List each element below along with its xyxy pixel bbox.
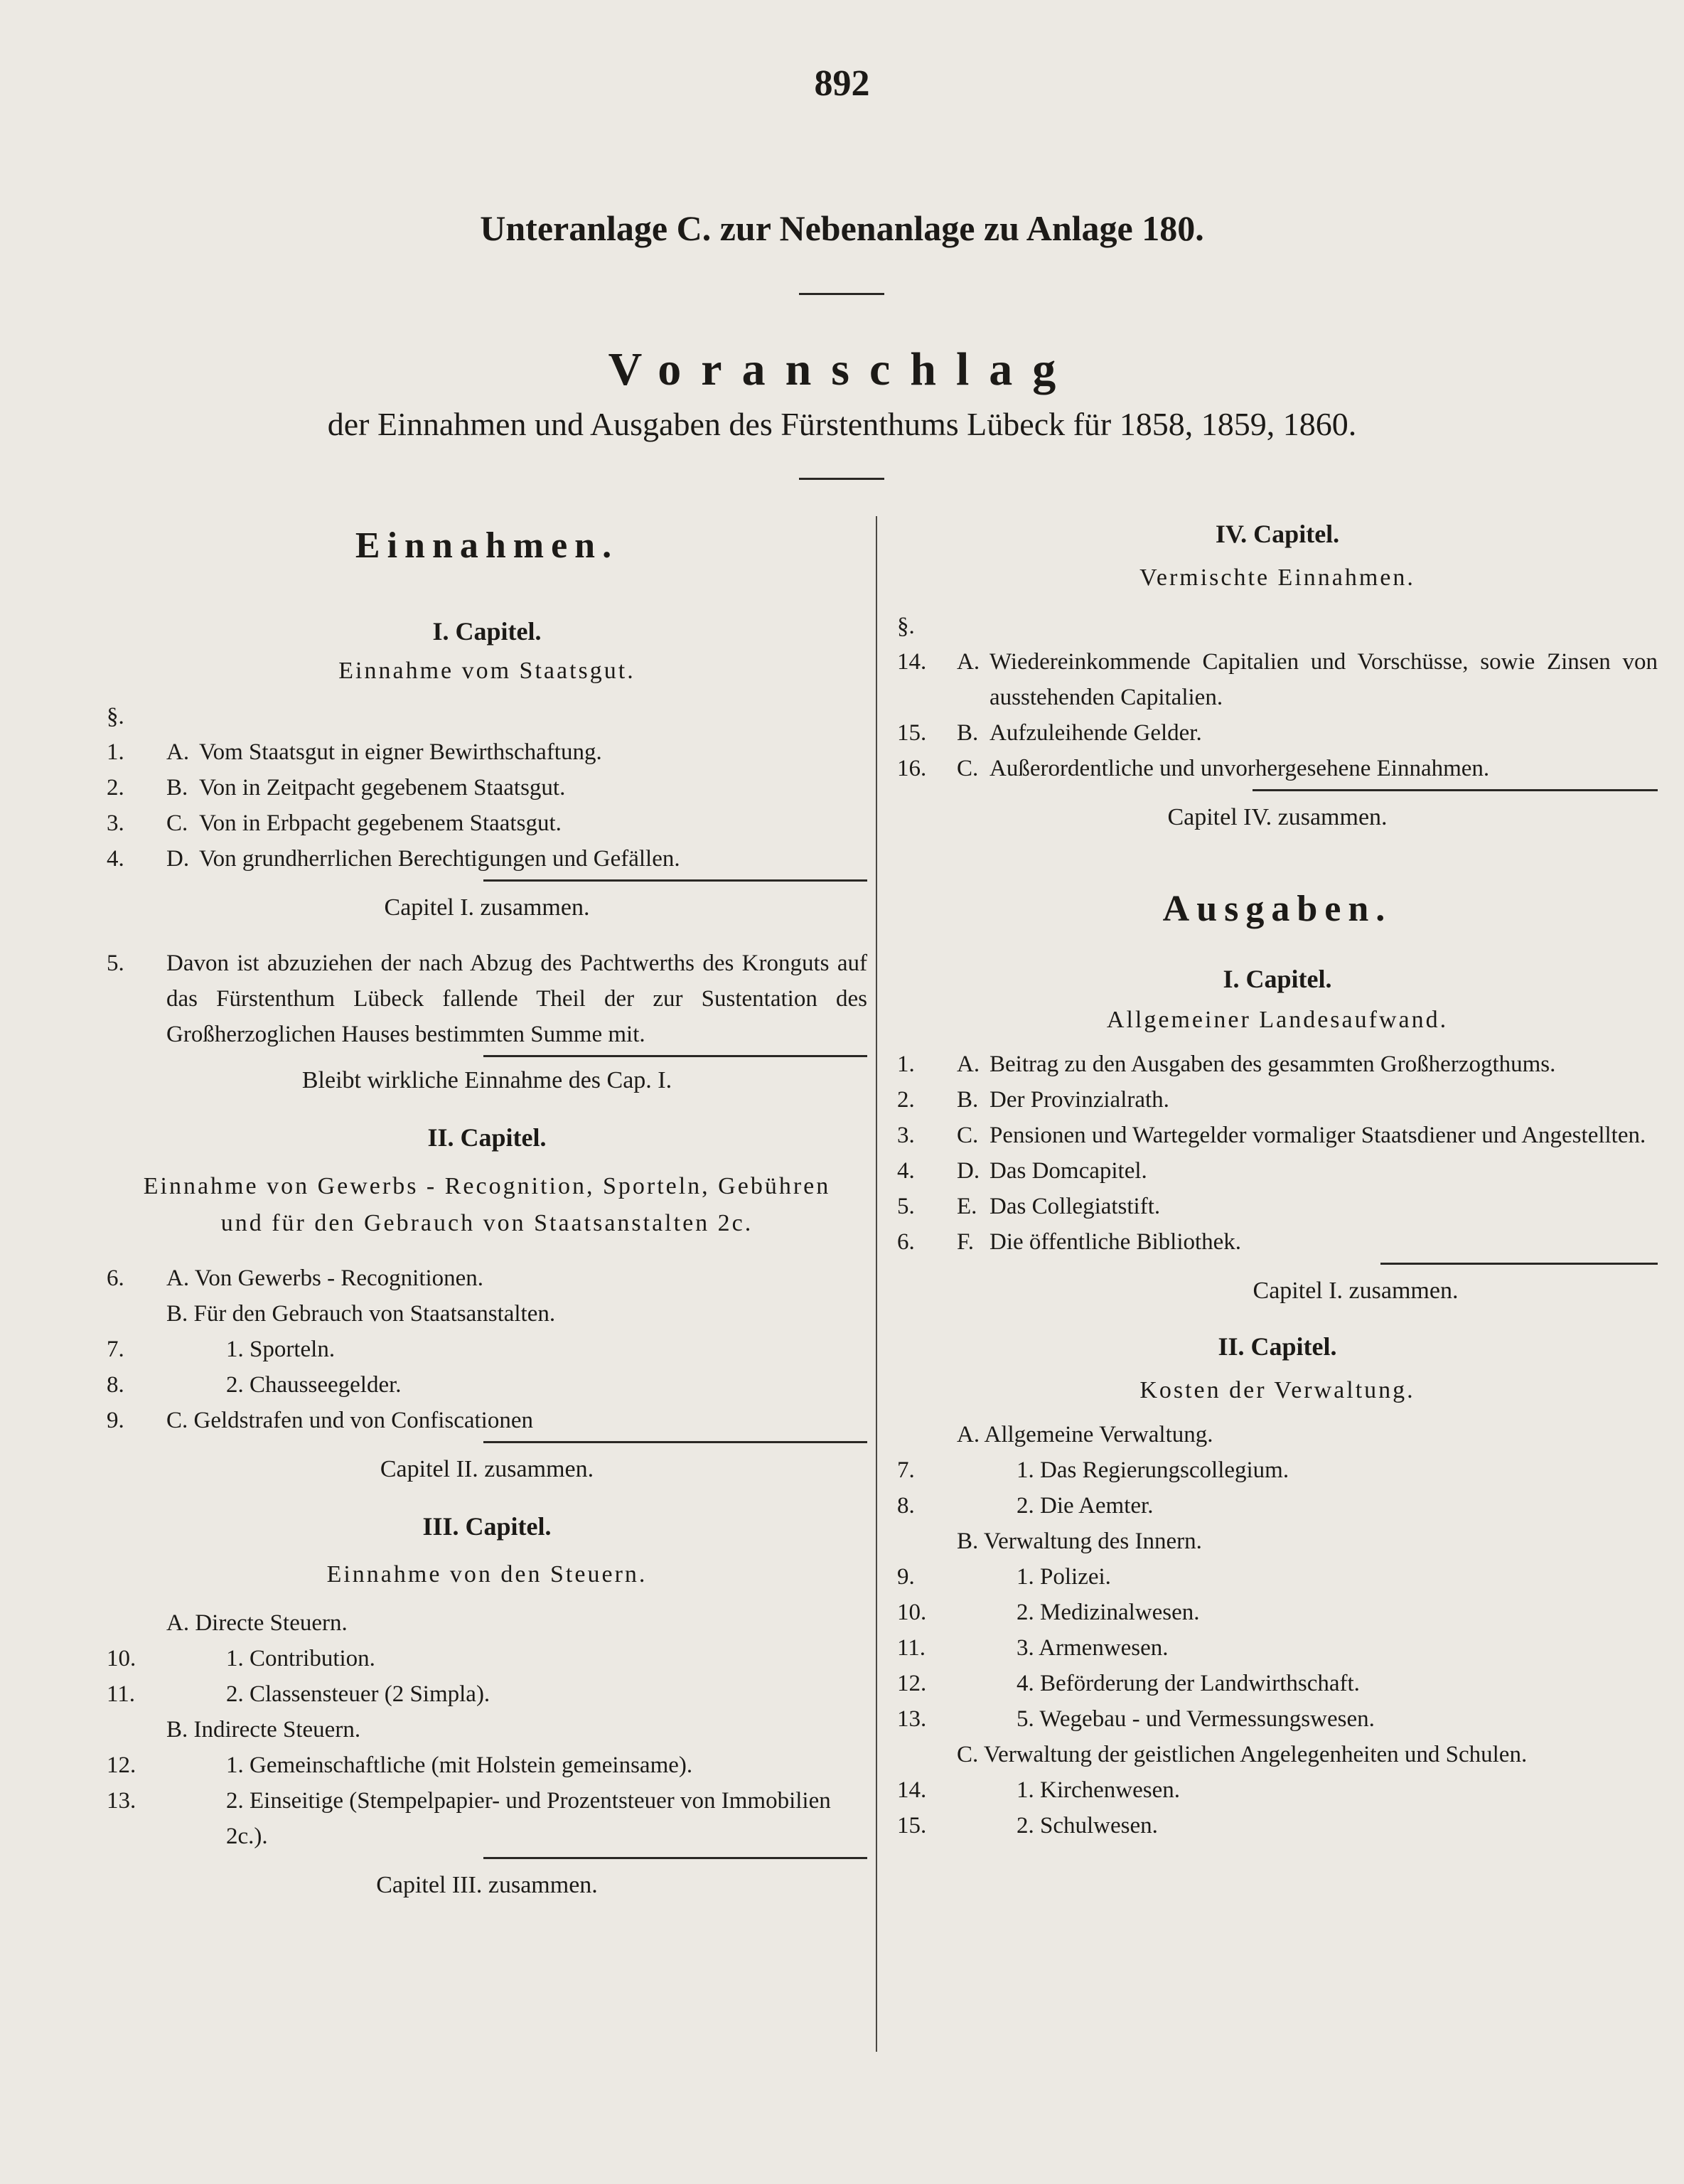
chapter-total: Capitel I. zusammen. (384, 894, 590, 921)
list-item: 11. 2. Classensteuer (2 Simpla). (107, 1681, 490, 1707)
chapter-title: I. Capitel. (432, 617, 542, 646)
list-item: 9. 1. Polizei. (897, 1564, 1111, 1590)
total-rule (1380, 1263, 1658, 1265)
total-rule (483, 1055, 867, 1057)
document-title-sub: der Einnahmen und Ausgaben des Fürstenthums Lübeck für 1858, 1859, 1860. (327, 406, 1357, 442)
page-number: 892 (814, 63, 870, 104)
chapter-total: Capitel IV. zusammen. (1167, 804, 1388, 830)
list-item: B. Indirecte Steuern. (166, 1717, 361, 1743)
chapter-title: II. Capitel. (427, 1123, 547, 1152)
rule-under-title (799, 478, 884, 480)
chapter-title: IV. Capitel. (1215, 520, 1340, 548)
total-rule (483, 879, 867, 882)
list-item: 5. E. Das Collegiatstift. (897, 1194, 1161, 1219)
list-item: B. Verwaltung des Innern. (957, 1529, 1202, 1554)
list-item: 12. 1. Gemeinschaftliche (mit Holstein gemeinsame). (107, 1752, 693, 1778)
list-item: 15. B. Aufzuleihende Gelder. (897, 720, 1202, 746)
list-item: 6. F. Die öffentliche Bibliothek. (897, 1229, 1242, 1255)
list-item: 13. 2. Einseitige (Stempelpapier- und Prozentsteuer von Immobilien 2c.). (107, 1788, 831, 1849)
chapter-total: Capitel II. zusammen. (380, 1456, 594, 1482)
chapter-title: II. Capitel. (1218, 1332, 1337, 1361)
list-item: 14. 1. Kirchenwesen. (897, 1777, 1181, 1803)
total-rule (483, 1857, 867, 1859)
rule-under-subtitle (799, 293, 884, 295)
chapter-remaining: Bleibt wirkliche Einnahme des Cap. I. (301, 1067, 672, 1093)
list-item: 4. D. Von grundherrlichen Berechtigungen und Gefällen. (107, 846, 680, 872)
list-item: 6. A. Von Gewerbs - Recognitionen. (107, 1265, 484, 1291)
list-item: 16. C. Außerordentliche und unvorhergesehene Einnahmen. (897, 756, 1490, 781)
chapter-total: Capitel I. zusammen. (1253, 1278, 1459, 1304)
einnahmen-heading: Einnahmen. (355, 525, 619, 566)
list-item: 3. C. Pensionen und Wartegelder vormaliger Staatsdiener und Angestellten. (897, 1123, 1646, 1148)
list-item: C. Verwaltung der geistlichen Angelegenheiten und Schulen. (957, 1742, 1528, 1767)
chapter-title: I. Capitel. (1223, 965, 1332, 993)
document-title: Voranschlag (608, 343, 1076, 395)
right-column (897, 512, 1658, 1843)
paragraph-sign: §. (897, 614, 915, 639)
chapter-heading: Einnahme vom Staatsgut. (338, 658, 635, 684)
ausgaben-heading: Ausgaben. (1162, 889, 1393, 929)
chapter-title: III. Capitel. (422, 1512, 552, 1541)
list-item: 12. 4. Beförderung der Landwirthschaft. (897, 1671, 1360, 1696)
list-item: A. Allgemeine Verwaltung. (957, 1422, 1213, 1447)
list-item: 2. B. Der Provinzialrath. (897, 1087, 1169, 1113)
list-item: 15. 2. Schulwesen. (897, 1813, 1158, 1838)
list-item: 7. 1. Das Regierungscollegium. (897, 1457, 1289, 1483)
list-item: B. Für den Gebrauch von Staatsanstalten. (166, 1301, 556, 1327)
list-item: 2. B. Von in Zeitpacht gegebenem Staatsgut. (107, 775, 566, 801)
list-item: A. Directe Steuern. (166, 1610, 348, 1636)
list-item: 13. 5. Wegebau - und Vermessungswesen. (897, 1706, 1375, 1732)
column-divider (876, 516, 877, 2052)
list-item: 3. C. Von in Erbpacht gegebenem Staatsgut. (107, 810, 562, 836)
chapter-heading: Allgemeiner Landesaufwand. (1106, 1007, 1449, 1033)
list-item: 1. A. Beitrag zu den Ausgaben des gesammten Großherzogthums. (897, 1051, 1556, 1077)
chapter-heading: Einnahme von den Steuern. (326, 1561, 648, 1588)
chapter-heading: Vermischte Einnahmen. (1139, 564, 1415, 591)
chapter-heading: Kosten der Verwaltung. (1139, 1377, 1415, 1403)
paragraph-sign: §. (107, 704, 124, 729)
total-rule (1253, 789, 1658, 791)
list-item: 1. A. Vom Staatsgut in eigner Bewirthschaftung. (107, 739, 602, 765)
list-item: 14. A. Wiedereinkommende Capitalien und Vorschüsse, sowie Zinsen von ausstehenden Capitalien. (897, 649, 1658, 710)
list-item: 5. Davon ist abzuziehen der nach Abzug des Pachtwerths des Kronguts auf das Fürstenthum Lübeck fallende Theil der zur Sustentation des Großherzoglichen Hauses bestimmten Summe mit. (107, 951, 867, 1047)
list-item: 11. 3. Armenwesen. (897, 1635, 1169, 1661)
list-item: 4. D. Das Domcapitel. (897, 1158, 1147, 1184)
list-item: 10. 1. Contribution. (107, 1646, 375, 1671)
chapter-total: Capitel III. zusammen. (376, 1872, 598, 1898)
chapter-heading: Einnahme von Gewerbs - Recognition, Sporteln, Gebühren und für den Gebrauch von Staatsanstalten 2c. (143, 1173, 831, 1236)
left-column (107, 512, 867, 1899)
total-rule (483, 1441, 867, 1443)
list-item: 10. 2. Medizinalwesen. (897, 1600, 1200, 1625)
list-item: 7. 1. Sporteln. (107, 1337, 336, 1362)
list-item: 9. C. Geldstrafen und von Confiscationen (107, 1408, 533, 1433)
list-item: 8. 2. Chausseegelder. (107, 1372, 402, 1398)
list-item: 8. 2. Die Aemter. (897, 1493, 1154, 1519)
document-subtitle: Unteranlage C. zur Nebenanlage zu Anlage 180. (480, 208, 1204, 248)
